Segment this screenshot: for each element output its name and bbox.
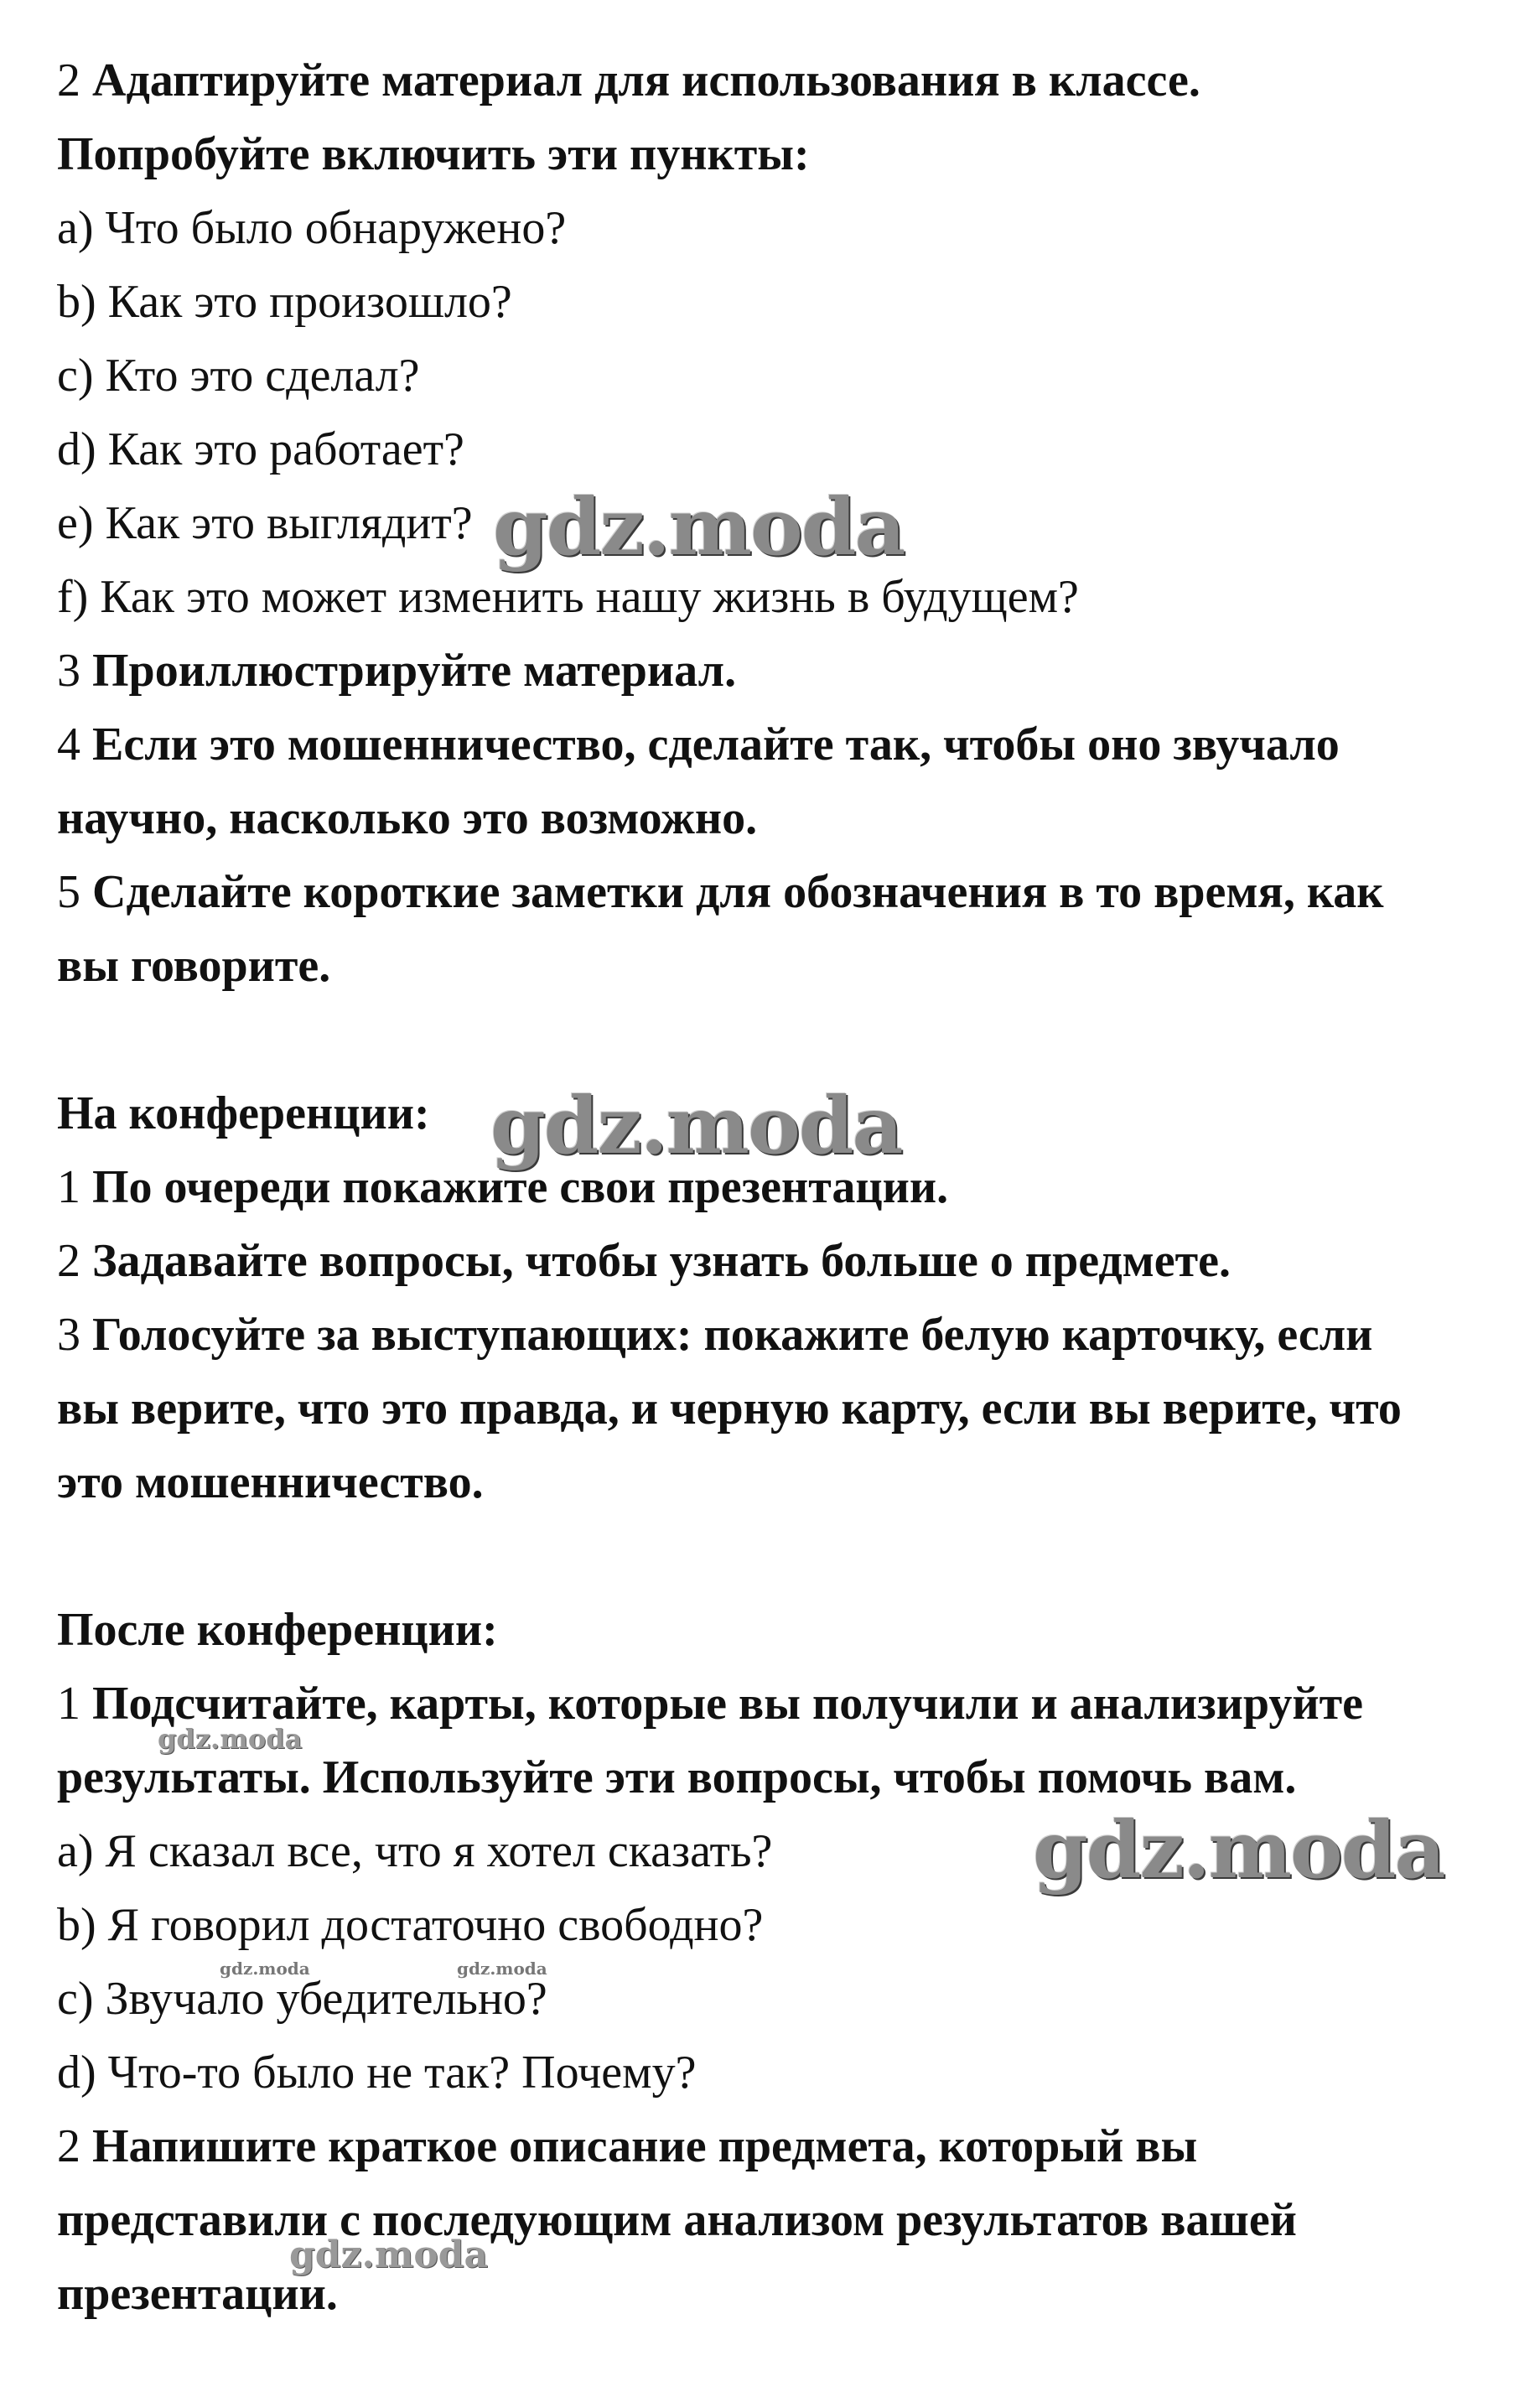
question-item: c) Кто это сделал? (57, 350, 420, 402)
conf-step-2: 2 Задавайте вопросы, чтобы узнать больше о предмете. (57, 1235, 1231, 1287)
watermark: gdz.moda (457, 1959, 547, 1979)
after-step-2-line-3: презентации. (57, 2268, 338, 2320)
reflection-item: b) Я говорил достаточно свободно? (57, 1899, 764, 1951)
after-step-1-line-2: результаты. Используйте эти вопросы, чтобы помочь вам. (57, 1751, 1297, 1803)
reflection-item: a) Я сказал все, что я хотел сказать? (57, 1825, 773, 1877)
question-item: e) Как это выглядит? (57, 497, 473, 549)
question-item: d) Как это работает? (57, 423, 464, 475)
step-5-notes-line-1: 5 Сделайте короткие заметки для обозначения в то время, как (57, 866, 1384, 918)
step-4-fraud-line-2: научно, насколько это возможно. (57, 792, 758, 844)
after-step-1-line-1: 1 Подсчитайте, карты, которые вы получили и анализируйте (57, 1678, 1363, 1730)
step-2-adapt: 2 Адаптируйте материал для использования в классе. (57, 54, 1200, 106)
reflection-item: c) Звучало убедительно? (57, 1973, 547, 2025)
watermark: gdz.moda (289, 2234, 489, 2276)
step-5-notes-line-2: вы говорите. (57, 940, 331, 992)
watermark: gdz.moda (493, 481, 905, 573)
conf-step-1: 1 По очереди покажите свои презентации. (57, 1161, 949, 1213)
include-points-heading: Попробуйте включить эти пункты: (57, 128, 810, 180)
watermark: gdz.moda (490, 1080, 902, 1172)
at-conference-heading: На конференции: (57, 1087, 430, 1139)
conf-step-3-line-3: это мошенничество. (57, 1456, 484, 1508)
watermark: gdz.moda (1033, 1804, 1444, 1896)
conf-step-3-line-2: вы верите, что это правда, и черную карту, если вы верите, что (57, 1383, 1402, 1435)
step-3-illustrate: 3 Проиллюстрируйте материал. (57, 645, 737, 697)
question-item: b) Как это произошло? (57, 276, 512, 328)
after-step-2-line-1: 2 Напишите краткое описание предмета, который вы (57, 2120, 1198, 2172)
after-step-2-line-2: представили с последующим анализом результатов вашей (57, 2194, 1297, 2246)
after-conference-heading: После конференции: (57, 1604, 498, 1656)
conf-step-3-line-1: 3 Голосуйте за выступающих: покажите белую карточку, если (57, 1309, 1373, 1361)
question-item: f) Как это может изменить нашу жизнь в будущем? (57, 571, 1079, 623)
watermark: gdz.moda (158, 1723, 303, 1755)
reflection-item: d) Что-то было не так? Почему? (57, 2047, 697, 2099)
question-item: a) Что было обнаружено? (57, 202, 567, 254)
watermark: gdz.moda (220, 1959, 310, 1979)
step-4-fraud-line-1: 4 Если это мошенничество, сделайте так, чтобы оно звучало (57, 719, 1340, 770)
